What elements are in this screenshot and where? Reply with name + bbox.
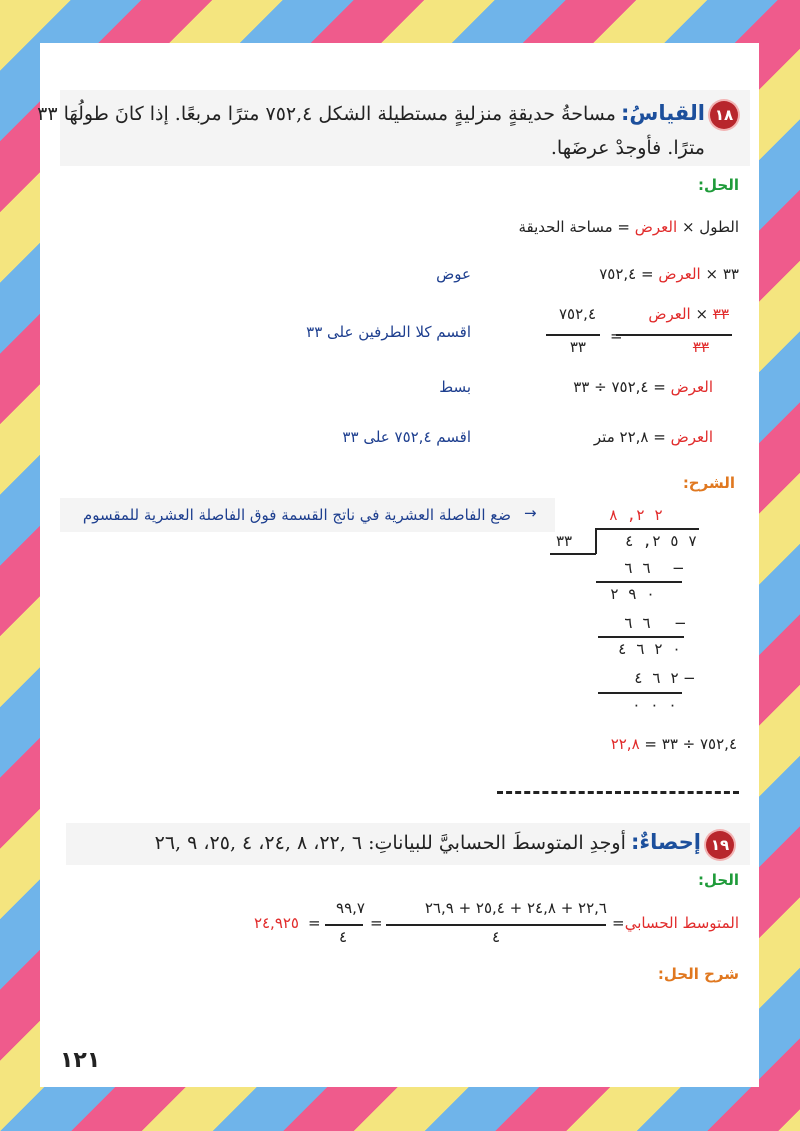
step4-equals: =: [653, 428, 666, 446]
step3-equals: =: [653, 378, 666, 396]
hint-arrow-icon: →: [524, 504, 537, 522]
q18-text-line1: مساحةُ حديقةٍ منزليةٍ مستطيلة الشكل ٧٥٢,٤ مترًا مربعًا. إذا كانَ طولُهَا ٣٣: [37, 103, 616, 125]
q18-explain-label: الشرح:: [682, 474, 735, 492]
step1-left: ٣٣: [722, 265, 739, 283]
q19-title: إحصاءٌ:: [630, 830, 701, 854]
division-rem-3: ٠ ٠ ٠: [631, 696, 677, 714]
division-top-bar: [595, 528, 699, 530]
q18-step3: [573, 378, 713, 396]
q18-result: [611, 735, 737, 753]
division-line-2: [598, 636, 684, 638]
formula-equals: =: [617, 218, 630, 236]
division-divisor: ٣٣: [556, 532, 573, 550]
q18-step3-note: بسط: [439, 378, 471, 396]
q19-fraction-bar-2: [325, 924, 363, 926]
step2-num-left: ٣٣: [712, 305, 729, 323]
q19-line: [155, 830, 701, 854]
q19-sum-numerator: ٢٢,٦ + ٢٤,٨ + ٢٥,٤ + ٢٦,٩: [424, 899, 607, 917]
q18-line1: [37, 101, 705, 125]
result-expr: ٧٥٢,٤ ÷ ٣٣ =: [644, 735, 737, 753]
q18-step1: [599, 265, 739, 283]
step1-width: العرض: [658, 265, 701, 283]
hint-text: ضع الفاصلة العشرية في ناتج القسمة فوق الفاصلة العشرية للمقسوم: [82, 506, 511, 524]
division-line-1: [596, 581, 682, 583]
q19-equals-2: =: [370, 914, 383, 932]
division-rem-1: ٠ ٩ ٢: [609, 585, 655, 603]
division-bracket: [595, 528, 597, 554]
division-quotient: ٢ ٢, ٨: [608, 506, 663, 524]
q19-number-badge: ١٩: [706, 831, 734, 859]
q18-solution-label: الحل:: [698, 176, 739, 194]
q18-formula: [518, 218, 739, 236]
q19-solution-label: الحل:: [698, 871, 739, 889]
division-minus-1: −: [672, 559, 685, 577]
step1-times: ×: [705, 265, 719, 283]
step2-left-fraction-bar: [616, 334, 732, 336]
formula-area: مساحة الحديقة: [518, 218, 613, 236]
q19-explain-label: شرح الحل:: [657, 965, 739, 983]
page: [37, 43, 759, 1087]
formula-length: الطول: [699, 218, 739, 236]
formula-times: ×: [681, 218, 695, 236]
step3-expr: ٧٥٢,٤ ÷ ٣٣: [573, 378, 649, 396]
step2-left-numerator: [648, 305, 729, 323]
q19-total: ٩٩,٧: [336, 899, 365, 917]
step2-times: ×: [695, 305, 709, 323]
step2-den-right: ٣٣: [569, 338, 586, 356]
q19-fraction-bar-1: [386, 924, 606, 926]
page-number: ١٢١: [60, 1048, 101, 1073]
division-rem-2: ٠ ٢ ٦ ٤: [617, 640, 681, 658]
formula-width: العرض: [634, 218, 678, 236]
step4-value: ٢٢,٨ متر: [593, 428, 649, 446]
result-value: ٢٢,٨: [610, 735, 640, 753]
q18-step4: [594, 428, 713, 446]
division-line-3: [598, 692, 682, 694]
q18-step1-note: عوض: [436, 265, 471, 283]
division-sub-2: ٦ ٦: [623, 614, 651, 632]
q19-text: أوجدِ المتوسطَ الحسابيَّ للبياناتِ: ٦ ,٢٢، ٨ ,٢٤، ٤ ,٢٥، ٩ ,٢٦: [154, 832, 626, 854]
q19-equals-1: =: [612, 914, 625, 932]
step4-width: العرض: [670, 428, 713, 446]
division-minus-3: −: [683, 669, 696, 687]
q18-number-badge: ١٨: [710, 101, 738, 129]
step2-width: العرض: [648, 305, 691, 323]
step1-right: ٧٥٢,٤: [599, 265, 637, 283]
q19-result: ٢٤,٩٢٥: [253, 914, 299, 932]
q19-denominator-1: ٤: [492, 928, 501, 946]
section-divider: [497, 791, 739, 794]
divisor-underline: [550, 553, 596, 555]
step3-width: العرض: [670, 378, 713, 396]
q19-denominator-2: ٤: [339, 928, 348, 946]
q19-mean-label: المتوسط الحسابي: [624, 914, 739, 932]
step1-equals: =: [640, 265, 654, 283]
q18-text-line2: مترًا. فأوجدْ عرضَها.: [550, 137, 705, 159]
q18-title: القياسُ:: [620, 101, 705, 125]
division-dividend: ٧ ٥ ٢, ٤: [624, 532, 697, 550]
step2-den-left: ٣٣: [692, 338, 709, 356]
division-sub-3: ٢ ٦ ٤: [633, 669, 679, 687]
step2-right-fraction-bar: [546, 334, 600, 336]
division-minus-2: −: [674, 614, 687, 632]
q19-equals-3: =: [308, 914, 321, 932]
step2-equals: =: [610, 327, 623, 345]
division-sub-1: ٦ ٦: [623, 559, 651, 577]
q18-step2-note: اقسم كلا الطرفين على ٣٣: [306, 323, 471, 341]
q18-step4-note: اقسم ٧٥٢,٤ على ٣٣: [342, 428, 471, 446]
step2-num-right: ٧٥٢,٤: [559, 305, 596, 323]
